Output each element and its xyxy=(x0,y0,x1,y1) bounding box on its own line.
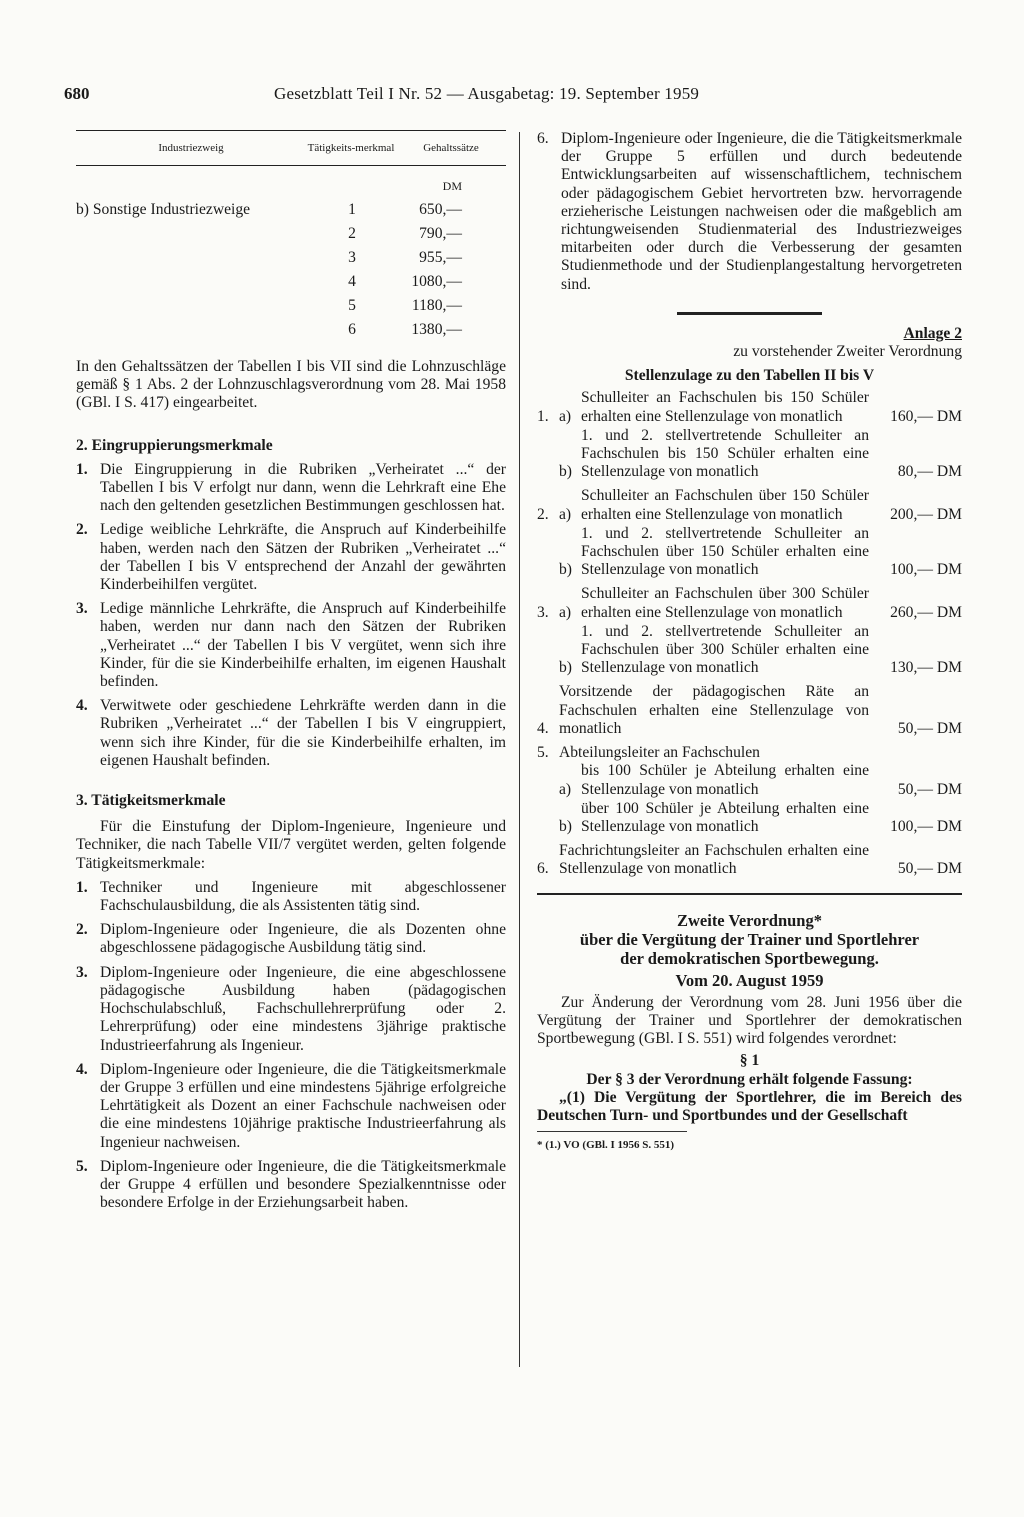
list-item: 1. Die Eingruppierung in die Rubriken „Verheiratet ...“ der Tabellen I bis V erfolgt nur dann, wenn die Lehrkraft eine Ehe nach den geltenden gesetzlichen Bestimmungen geschlossen hat. xyxy=(76,460,506,515)
zulage-amount: 200,— DM xyxy=(890,505,962,523)
industry-category: b) Sonstige Industriezweige xyxy=(76,200,251,218)
zulage-amount: 80,— DM xyxy=(897,463,962,481)
zulage-group xyxy=(537,683,962,738)
zulage-row: b) 1. und 2. stellvertretende Schulleiter an Fachschulen über 150 Schüler erhalten eine Stellenzulage von monatlich 100,— DM xyxy=(559,524,962,579)
zulage-group xyxy=(537,389,962,481)
zulage-amount: 50,— DM xyxy=(897,780,962,798)
zulage-row: b) 1. und 2. stellvertretende Schulleiter an Fachschulen über 300 Schüler erhalten eine Stellenzulage von monatlich 130,— DM xyxy=(559,622,962,677)
section-heading-eingruppierung: 2. Eingruppierungsmerkmale xyxy=(76,436,273,454)
verordnung-title: Zweite Verordnung* über die Vergütung der Trainer und Sportlehrer der demokratischen Sportbewegung. xyxy=(579,910,920,968)
zulage-amount: 130,— DM xyxy=(890,659,962,677)
section-intro: Für die Einstufung der Diplom-Ingenieure, Ingenieure und Techniker, die nach Tabelle VII/7 vergütet werden, gelten folgende Tätigkeitsmerkmale: xyxy=(76,818,506,872)
intro-paragraph: In den Gehaltssätzen der Tabellen I bis VII sind die Lohnzuschläge gemäß § 1 Abs. 2 der Lohnzuschlagsverordnung vom 28. Mai 1958 (GBl. I S. 417) eingearbeitet. xyxy=(76,358,506,412)
table-row: 4 1080,— xyxy=(348,272,462,290)
table-row: 2 790,— xyxy=(348,224,462,242)
footnote: * (1.) VO (GBl. I 1956 S. 551) xyxy=(537,1131,687,1154)
zulage-title: Stellenzulage zu den Tabellen II bis V xyxy=(624,367,875,385)
zulage-amount: 160,— DM xyxy=(890,407,962,425)
header-industriezweig: Industriezweig xyxy=(158,142,224,154)
section-heading-taetigkeitsmerkmale: 3. Tätigkeitsmerkmale xyxy=(76,792,226,810)
left-column xyxy=(76,130,506,1218)
header-taetigkeitsmerkmal: Tätigkeits-merkmal xyxy=(307,142,395,154)
running-title: Gesetzblatt Teil I Nr. 52 — Ausgabetag: 19. September 1959 xyxy=(274,84,700,103)
zulage-row: 1. a) Schulleiter an Fachschulen bis 150 Schüler erhalten eine Stellenzulage von monatlich 160,— DM xyxy=(537,389,962,425)
table-row: b) Sonstige Industriezweige 1 650,— xyxy=(76,200,462,218)
zulage-amount: 260,— DM xyxy=(890,603,962,621)
zulage-group xyxy=(537,842,962,878)
table-row: 5 1180,— xyxy=(348,296,462,314)
list-item: 6. Diplom-Ingenieure oder Ingenieure, die die Tätigkeitsmerkmale der Gruppe 5 erfüllen und durch bedeutende Entwicklungsarbeiten auf wissenschaftlichem, technischem oder pädagogischem Gebiet hervortreten bzw. hervorragende erzieherische Leistungen nachweisen oder die maßgeblich am richtungweisenden Studienmaterial des Industriezweiges mitarbeiten oder durch die Verbesserung der gesamten Studienmethode und der Studienplangestaltung hervorgetreten sind. xyxy=(537,130,962,293)
list-item: 4. Diplom-Ingenieure oder Ingenieure, die die Tätigkeitsmerkmale der Gruppe 3 erfüllen und eine mindestens 5jährige erfolgreiche Lehrtätigkeit als Dozent an einer Fachschule nachweisen oder die eine mindestens 10jährige praktische Industrieerfahrung als Ingenieur nachweisen. xyxy=(76,1060,506,1151)
zulage-row: 2. a) Schulleiter an Fachschulen über 150 Schüler erhalten eine Stellenzulage von monatlich 200,— DM xyxy=(537,487,962,523)
list-item: 2. Ledige weibliche Lehrkräfte, die Anspruch auf Kinderbeihilfe haben, werden nach den Sätzen der Rubriken „Verheiratet ...“ der Tabellen I bis V entsprechend der Anzahl der gewährten Kinderbeihilfen vergütet. xyxy=(76,521,506,594)
list-item: 2. Diplom-Ingenieure oder Ingenieure, die als Dozenten ohne abgeschlossene pädagogische Ausbildung tätig sind. xyxy=(76,921,506,957)
header-gehaltssaetze: Gehaltssätze xyxy=(423,142,479,154)
zulage-row: a) bis 100 Schüler je Abteilung erhalten eine Stellenzulage von monatlich 50,— DM xyxy=(559,762,962,798)
list-item: 3. Ledige männliche Lehrkräfte, die Anspruch auf Kinderbeihilfe haben, werden nur dann nach den Sätzen der Rubriken „Verheiratet ...“ der Tabellen I bis V vergütet, wenn sich ihre Kinder, für die sie Kinderbeihilfe erhalten, im eigenen Haushalt befinden. xyxy=(76,600,506,691)
verordnung-date: Vom 20. August 1959 xyxy=(675,970,824,990)
zulage-amount: 50,— DM xyxy=(897,860,962,878)
zulage-group xyxy=(537,487,962,579)
page-number: 680 xyxy=(64,84,90,103)
column-divider xyxy=(519,132,520,1367)
paragraph-number: § 1 xyxy=(739,1052,760,1070)
paragraph-quote: „(1) Die Vergütung der Sportlehrer, die im Bereich des Deutschen Turn- und Sportbundes und der Gesellschaft xyxy=(537,1088,962,1124)
zulage-group xyxy=(537,585,962,677)
table-header xyxy=(76,131,506,166)
zulage-amount: 100,— DM xyxy=(890,561,962,579)
right-column xyxy=(537,130,962,1154)
list-item: 3. Diplom-Ingenieure oder Ingenieure, die eine abgeschlossene pädagogische Ausbildung haben (pädagogischen Hochschulabschluß, Fachschullehrerprüfung oder 2. Lehrerprüfung) oder eine mindestens 3jährige praktische Industrieerfahrung als Ingenieur. xyxy=(76,963,506,1054)
zulage-row: b) 1. und 2. stellvertretende Schulleiter an Fachschulen bis 150 Schüler erhalten eine Stellenzulage von monatlich 80,— DM xyxy=(559,426,962,481)
table-row: 3 955,— xyxy=(348,248,462,266)
salary-table xyxy=(76,130,506,342)
zulage-amount: 50,— DM xyxy=(897,719,962,737)
list-item: 5. Diplom-Ingenieure oder Ingenieure, die die Tätigkeitsmerkmale der Gruppe 4 erfüllen und besondere Spezialkenntnisse oder besondere Erfolge in der Erziehungsarbeit haben. xyxy=(76,1157,506,1212)
section-rule xyxy=(677,312,822,315)
anlage-title: Anlage 2 xyxy=(903,324,962,342)
anlage-subtitle: zu vorstehender Zweiter Verordnung xyxy=(733,343,962,361)
unit-label: DM xyxy=(442,178,462,193)
section-rule xyxy=(537,893,962,895)
zulage-group: 5. Abteilungsleiter an Fachschulen a) bis 100 Schüler je Abteilung erhalten eine Stellenzulage von monatlich 50,— DM b) über 100 Schüler je Abteilung erhalten eine Stellenzulage von monatlich 100,— DM xyxy=(537,744,962,835)
verordnung-intro: Zur Änderung der Verordnung vom 28. Juni 1956 über die Vergütung der Trainer und Sportlehrer der demokratischen Sportbewegung (GBl. I S. 551) wird folgendes verordnet: xyxy=(537,993,962,1048)
table-row: 6 1380,— xyxy=(348,320,462,338)
zulage-amount: 100,— DM xyxy=(890,817,962,835)
list-item: 1. Techniker und Ingenieure mit abgeschlossener Fachschulausbildung, die als Assistenten tätig sind. xyxy=(76,878,506,915)
zulage-row: b) über 100 Schüler je Abteilung erhalten eine Stellenzulage von monatlich 100,— DM xyxy=(559,799,962,835)
zulage-row: 4. Vorsitzende der pädagogischen Räte an Fachschulen erhalten eine Stellenzulage von monatlich 50,— DM xyxy=(537,683,962,737)
zulage-row: 6. Fachrichtungsleiter an Fachschulen erhalten eine Stellenzulage von monatlich 50,— DM xyxy=(537,842,962,878)
list-item: 4. Verwitwete oder geschiedene Lehrkräfte werden dann in die Rubriken „Verheiratet ...“ der Tabellen I bis V eingruppiert, wenn sich ihre Kinder, für die sie Kinderbeihilfe erhalten, im eigenen Haushalt befinden. xyxy=(76,697,506,769)
paragraph-heading: Der § 3 der Verordnung erhält folgende Fassung: xyxy=(586,1070,913,1088)
zulage-row: 3. a) Schulleiter an Fachschulen über 300 Schüler erhalten eine Stellenzulage von monatlich 260,— DM xyxy=(537,585,962,621)
